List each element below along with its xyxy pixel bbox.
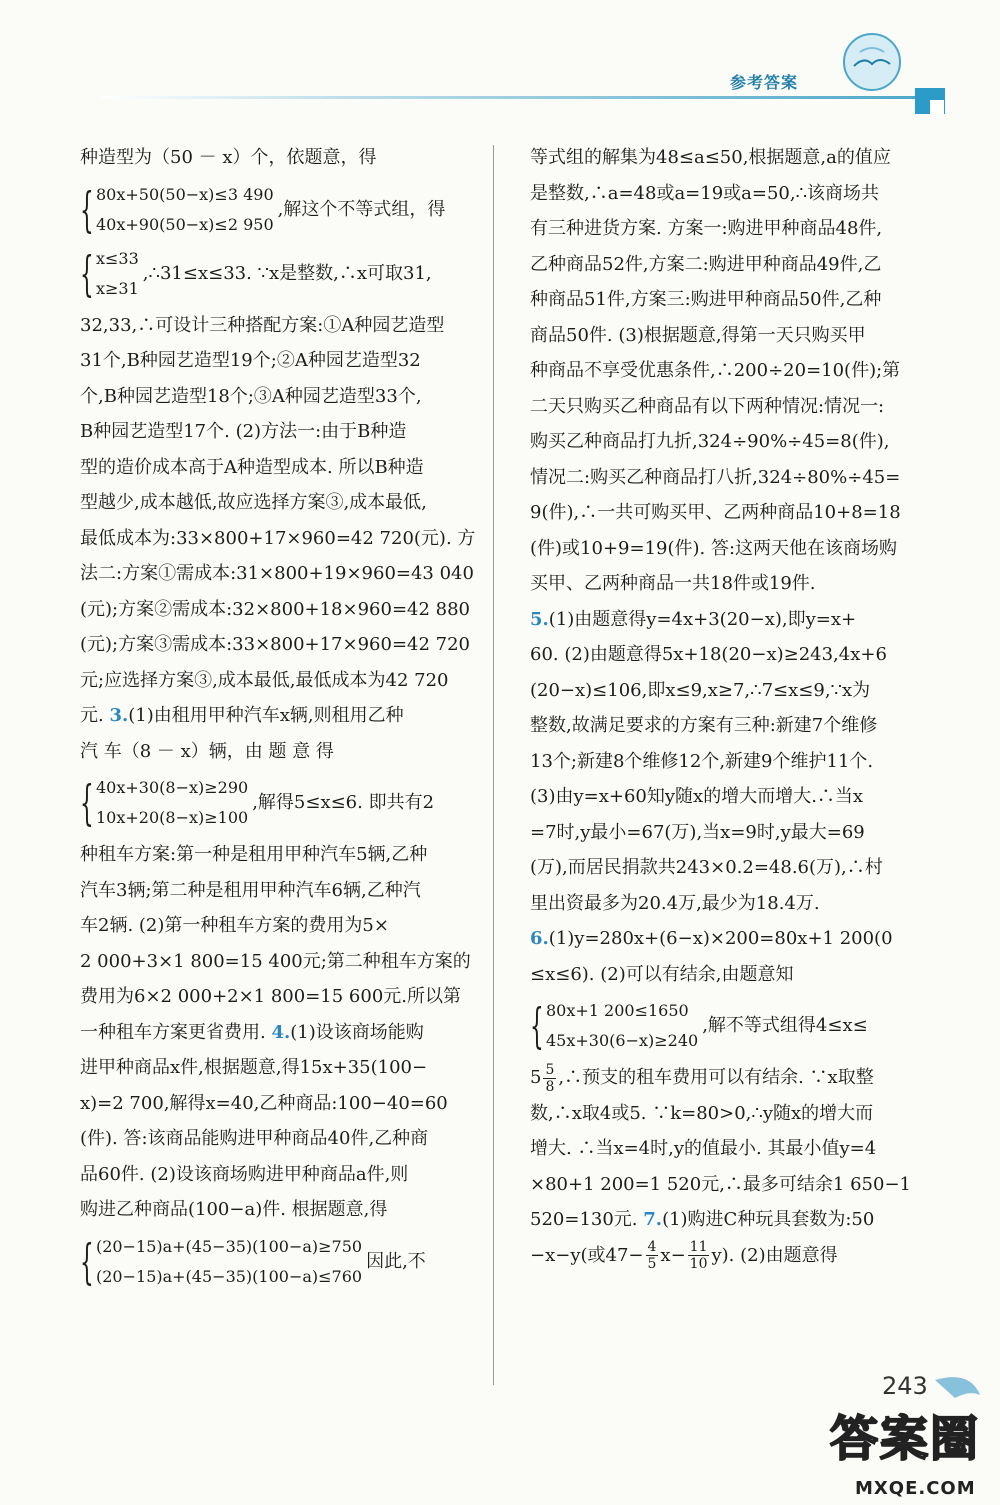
text-fragment: (1)购进C种玩具套数为:50 — [662, 1209, 875, 1230]
inequality-system — [80, 244, 465, 304]
text-line: 元;应选择方案③,成本最低,最低成本为42 720 — [80, 669, 449, 691]
text-line: 车2辆. (2)第一种租车方案的费用为5× — [80, 915, 389, 936]
text-line: x)=2 700,解得x=40,乙种商品:100−40=60 — [80, 1092, 448, 1114]
text-line: (万),而居民捐款共243×0.2=48.6(万),∴村 — [530, 857, 883, 878]
text-line: (元);方案②需成本:32×800+18×960=42 880 — [80, 598, 471, 620]
text-line: 2 000+3×1 800=15 400元;第二种租车方案的 — [80, 950, 471, 972]
brace-icon: { — [80, 181, 94, 238]
text-line: 9(件),∴一共可购买甲、乙两种商品10+8=18 — [530, 502, 901, 523]
inequality: 80x+1 200≤1650 — [546, 1001, 689, 1020]
inequality-system — [80, 1232, 465, 1292]
question-number: 5. — [530, 608, 549, 630]
inequality-system — [80, 180, 465, 240]
brace-icon: { — [80, 245, 94, 302]
text-fragment: 因此,不 — [366, 1250, 426, 1272]
brace-icon: { — [530, 998, 544, 1054]
text-line — [530, 1238, 915, 1274]
watermark-url: MXQE.COM — [855, 1478, 976, 1499]
text-fragment: ,解这个不等式组，得 — [277, 198, 446, 220]
text-line: 种商品51件,方案三:购进甲种商品50件,乙种 — [530, 289, 882, 310]
brace-icon: { — [80, 1233, 94, 1290]
fraction-denominator: 8 — [545, 1078, 555, 1095]
header-rule — [100, 96, 935, 99]
text-line: 里出资最多为20.4万,最少为18.4万. — [530, 892, 820, 914]
text-line: 13个;新建8个维修12个,新建9个维护11个. — [530, 750, 874, 772]
inequality: (20−15)a+(45−35)(100−a)≤760 — [96, 1266, 363, 1286]
inequality: x≥31 — [96, 278, 139, 298]
fraction-numerator: 4 — [647, 1239, 657, 1255]
text-fragment: ,解不等式组得4≤x≤ — [702, 1015, 868, 1037]
text-fragment: 一种租车方案更省费用. — [80, 1021, 266, 1043]
text-line: 60. (2)由题意得5x+18(20−x)≥243,4x+6 — [530, 644, 887, 665]
text-line: 法二:方案①需成本:31×800+19×960=43 040 — [80, 563, 474, 584]
bird-globe-icon — [832, 22, 912, 102]
page-number: 243 — [882, 1372, 928, 1400]
text-line: 数,∴x取4或5. ∵k=80>0,∴y随x的增大而 — [530, 1102, 874, 1124]
text-line: 汽车3辆;第二种是租用甲种汽车6辆,乙种汽 — [80, 879, 421, 901]
inequality: 40x+90(50−x)≤2 950 — [96, 214, 274, 234]
text-fragment: (1)由题意得y=4x+3(20−x),即y=x+ — [548, 608, 857, 630]
text-line: 等式组的解集为48≤a≤50,根据题意,a的值应 — [530, 147, 891, 168]
text-fragment: x− — [660, 1244, 686, 1266]
inequality: 10x+20(8−x)≥100 — [96, 808, 249, 827]
text-line: 购买乙种商品打九折,324÷90%÷45=8(件), — [530, 431, 890, 452]
text-line: 有三种进货方案. 方案一:购进甲种商品48件, — [530, 218, 883, 239]
question-number: 3. — [109, 705, 129, 726]
question-number: 6. — [530, 928, 549, 949]
text-line: 汽 车（8 － x）辆，由 题 意 得 — [80, 740, 334, 762]
text-line: 购进乙种商品(100−a)件. 根据题意,得 — [80, 1199, 388, 1220]
text-line — [530, 1202, 915, 1238]
text-line: 是整数,∴a=48或a=19或a=50,∴该商场共 — [530, 182, 880, 204]
text-line: ≤x≤6). (2)可以有结余,由题意知 — [530, 963, 794, 985]
text-fragment: (1)设该商场能购 — [290, 1021, 424, 1043]
text-line: (元);方案③需成本:33×800+17×960=42 720 — [80, 634, 471, 655]
inequality: x≤33 — [96, 248, 139, 268]
fraction — [543, 1062, 556, 1095]
fraction-denominator: 5 — [647, 1256, 657, 1272]
section-title: 参考答案 — [730, 73, 799, 92]
text-fragment: 元. — [80, 705, 104, 726]
question-number: 7. — [643, 1209, 663, 1230]
text-line: B种园艺造型17个. (2)方法一:由于B种造 — [80, 421, 407, 442]
text-fragment: ,∴预支的租车费用可以有结余. ∵x取整 — [558, 1067, 874, 1088]
text-line: 买甲、乙两种商品一共18件或19件. — [530, 573, 816, 594]
text-line — [80, 1015, 465, 1051]
text-line — [80, 698, 465, 734]
fraction-numerator: 5 — [545, 1061, 555, 1078]
text-line: 品60件. (2)设该商场购进甲种商品a件,则 — [80, 1163, 409, 1185]
text-line: 商品50件. (3)根据题意,得第一天只购买甲 — [530, 324, 866, 346]
inequality: 40x+30(8−x)≥290 — [96, 778, 249, 797]
text-line — [530, 921, 915, 957]
watermark-text: 答案圈 — [830, 1411, 981, 1467]
text-fragment: 5 — [530, 1067, 542, 1088]
text-line: 情况二:购买乙种商品打八折,324÷80%÷45= — [530, 466, 901, 488]
text-line: (3)由y=x+60知y随x的增大而增大.∴当x — [530, 786, 864, 807]
text-line: 乙种商品52件,方案二:购进甲种商品49件,乙 — [530, 253, 882, 275]
text-line: (20−x)≤106,即x≤9,x≥7,∴7≤x≤9,∵x为 — [530, 679, 871, 701]
inequality-system — [530, 996, 915, 1056]
fraction — [646, 1239, 659, 1272]
left-column — [80, 140, 476, 1296]
text-line: (件). 答:该商品能购进甲种商品40件,乙种商 — [80, 1128, 429, 1149]
text-line: 种租车方案:第一种是租用甲种汽车5辆,乙种 — [80, 844, 428, 865]
inequality-system — [80, 773, 465, 833]
text-line: 型的造价成本高于A种造型成本. 所以B种造 — [80, 456, 424, 478]
text-line: 增大. ∴当x=4时,y的值最小. 其最小值y=4 — [530, 1138, 877, 1159]
right-column — [530, 140, 915, 1273]
text-line: (件)或10+9=19(件). 答:这两天他在该商场购 — [530, 537, 898, 559]
fraction — [688, 1239, 710, 1272]
text-fragment: (1)y=280x+(6−x)×200=80x+1 200(0 — [548, 928, 893, 949]
brace-icon: { — [80, 775, 94, 831]
text-line: 种造型为（50 － x）个，依题意，得 — [80, 147, 377, 168]
text-line: 整数,故满足要求的方案有三种:新建7个维修 — [530, 715, 878, 736]
header-decoration-inner — [930, 100, 944, 114]
text-line: =7时,y最小=67(万),当x=9时,y最大=69 — [530, 821, 865, 843]
text-line: 型越少,成本越低,故应选择方案③,成本最低, — [80, 492, 427, 513]
text-line: 最低成本为:33×800+17×960=42 720(元). 方 — [80, 527, 476, 549]
text-fragment: y). (2)由题意得 — [711, 1244, 838, 1266]
text-line: 二天只购买乙种商品有以下两种情况:情况一: — [530, 395, 885, 417]
page-header — [0, 0, 1000, 130]
text-fragment: 520=130元. — [530, 1209, 638, 1230]
text-line: 费用为6×2 000+2×1 800=15 600元.所以第 — [80, 986, 461, 1007]
text-line — [530, 1060, 915, 1096]
text-fragment: −x−y(或47− — [530, 1244, 644, 1266]
text-line: 个,B种园艺造型18个;③A种园艺造型33个, — [80, 385, 422, 407]
question-number: 4. — [271, 1021, 291, 1043]
fraction-denominator: 10 — [689, 1256, 708, 1272]
text-line — [530, 602, 915, 638]
text-line: 31个,B种园艺造型19个;②A种园艺造型32 — [80, 350, 421, 371]
fraction-numerator: 11 — [689, 1239, 708, 1255]
text-fragment: (1)由租用甲种汽车x辆,则租用乙种 — [128, 705, 404, 726]
text-line: 32,33,∴可设计三种搭配方案:①A种园艺造型 — [80, 314, 445, 336]
column-divider — [493, 145, 494, 1385]
text-line: 进甲种商品x件,根据题意,得15x+35(100− — [80, 1057, 428, 1078]
inequality: 80x+50(50−x)≤3 490 — [96, 184, 274, 204]
text-line: 种商品不享受优惠条件,∴200÷20=10(件);第 — [530, 360, 901, 381]
text-fragment: ,∴31≤x≤33. ∵x是整数,∴x可取31, — [142, 262, 432, 284]
inequality: (20−15)a+(45−35)(100−a)≥750 — [96, 1236, 363, 1256]
text-fragment: ,解得5≤x≤6. 即共有2 — [252, 792, 435, 814]
text-line: ×80+1 200=1 520元,∴最多可结余1 650−1 — [530, 1173, 911, 1195]
inequality: 45x+30(6−x)≥240 — [546, 1031, 699, 1050]
